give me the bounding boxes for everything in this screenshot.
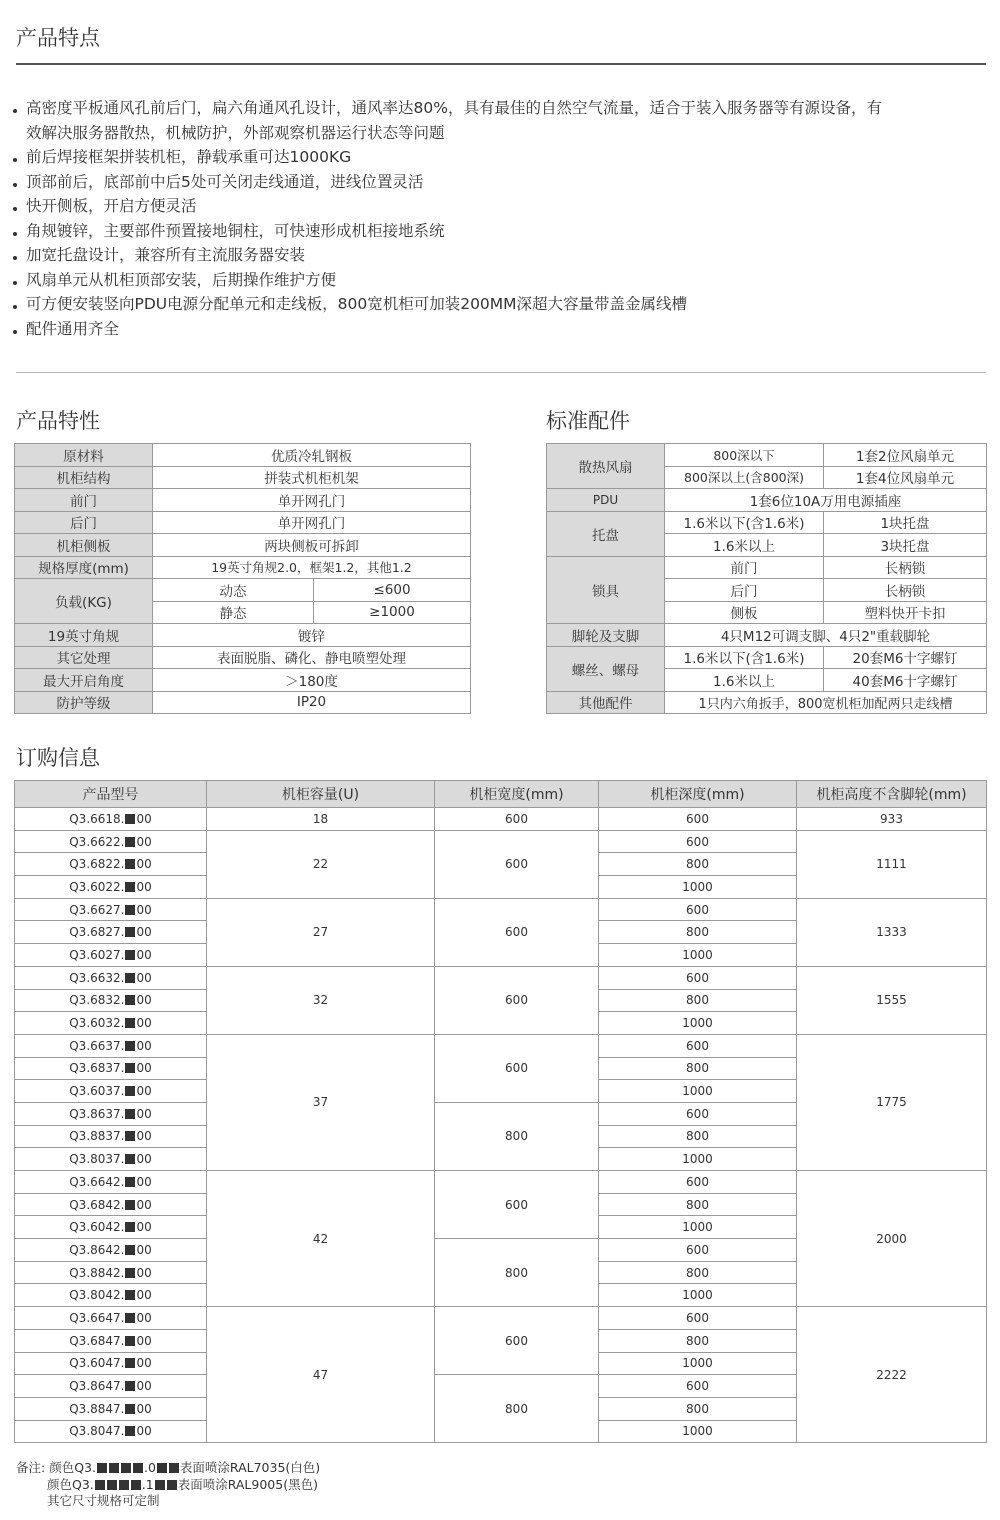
placeholder-square [125, 1404, 135, 1414]
acc-value: 1套4位风扇单元 [824, 466, 987, 489]
acc-value: 1块托盘 [824, 511, 987, 534]
spec-value: 单开网孔门 [153, 489, 471, 512]
acc-condition: 1.6米以上 [665, 669, 824, 692]
model-cell [15, 898, 207, 921]
feature-item: 角规镀锌，主要部件预置接地铜柱，可快速形成机柜接地系统 [12, 219, 987, 244]
model-suffix: 00 [136, 1061, 152, 1076]
model-cell [15, 1102, 207, 1125]
model-cell [15, 1239, 207, 1262]
acc-label: 锁具 [547, 556, 665, 624]
model-suffix: 00 [136, 1333, 152, 1348]
model-prefix: Q3.8642. [69, 1242, 125, 1257]
spec-label: 前门 [15, 489, 153, 512]
table-row [547, 646, 987, 669]
model-prefix: Q3.6847. [69, 1333, 125, 1348]
spec-value: 优质冷轧钢板 [153, 444, 471, 467]
capacity-cell: 32 [207, 966, 435, 1034]
table-row [15, 1034, 987, 1057]
width-cell: 800 [435, 1239, 599, 1307]
width-cell: 600 [435, 966, 599, 1034]
depth-cell: 1000 [599, 1216, 797, 1239]
model-prefix: Q3.8837. [69, 1129, 125, 1144]
model-prefix: Q3.6037. [69, 1084, 125, 1099]
feature-item: 顶部前后，底部前中后5处可关闭走线通道，进线位置灵活 [12, 170, 987, 195]
acc-condition: 侧板 [665, 601, 824, 624]
model-prefix: Q3.8847. [69, 1401, 125, 1416]
placeholder-square [95, 1480, 105, 1490]
model-suffix: 00 [136, 947, 152, 962]
model-suffix: 00 [136, 993, 152, 1008]
depth-cell: 600 [599, 830, 797, 853]
model-prefix: Q3.6032. [69, 1016, 125, 1031]
placeholder-square [157, 1463, 167, 1473]
model-prefix: Q3.6047. [69, 1356, 125, 1371]
accessories-title: 标准配件 [546, 409, 630, 433]
spec-value: IP20 [153, 691, 471, 714]
placeholder-square [125, 1086, 135, 1096]
model-prefix: Q3.8842. [69, 1265, 125, 1280]
model-suffix: 00 [136, 1401, 152, 1416]
model-cell [15, 1148, 207, 1171]
table-row [15, 669, 471, 692]
model-cell [15, 1397, 207, 1420]
capacity-cell: 27 [207, 898, 435, 966]
depth-cell: 800 [599, 989, 797, 1012]
features-title-rule [16, 63, 986, 65]
placeholder-square [125, 973, 135, 983]
feature-item: 风扇单元从机柜顶部安装，后期操作维护方便 [12, 268, 987, 293]
height-cell: 2222 [797, 1307, 987, 1443]
placeholder-square [133, 1463, 143, 1473]
depth-cell: 1000 [599, 1284, 797, 1307]
table-row [15, 444, 471, 467]
model-cell [15, 1261, 207, 1284]
model-cell [15, 1420, 207, 1443]
model-suffix: 00 [136, 902, 152, 917]
placeholder-square [125, 1290, 135, 1300]
table-row [15, 1307, 987, 1330]
feature-item: 前后焊接框架拼装机柜，静载承重可达1000KG [12, 145, 987, 170]
model-prefix: Q3.6627. [69, 902, 125, 917]
table-row [15, 534, 471, 557]
placeholder-square [125, 859, 135, 869]
order-title: 订购信息 [16, 746, 100, 770]
table-row [15, 579, 471, 602]
accessories-table [546, 443, 987, 714]
model-suffix: 00 [136, 1038, 152, 1053]
table-row [547, 624, 987, 647]
capacity-cell: 47 [207, 1307, 435, 1443]
model-cell [15, 1080, 207, 1103]
acc-condition: 1.6米以下(含1.6米) [665, 511, 824, 534]
placeholder-square [131, 1480, 141, 1490]
model-prefix: Q3.6827. [69, 925, 125, 940]
spec-value: 表面脱脂、磷化、静电喷塑处理 [153, 646, 471, 669]
acc-condition: 前门 [665, 556, 824, 579]
table-row [15, 646, 471, 669]
placeholder-square [125, 995, 135, 1005]
height-cell: 1111 [797, 830, 987, 898]
acc-label: 其他配件 [547, 691, 665, 714]
placeholder-square [125, 1018, 135, 1028]
placeholder-square [125, 837, 135, 847]
note-text: .1 [141, 1476, 154, 1492]
note-text: 颜色Q3. [49, 1460, 96, 1475]
model-suffix: 00 [136, 925, 152, 940]
model-prefix: Q3.6027. [69, 947, 125, 962]
table-row [547, 444, 987, 467]
note-line [16, 1460, 320, 1477]
depth-cell: 600 [599, 1034, 797, 1057]
col-header-height: 机柜高度不含脚轮(mm) [797, 781, 987, 808]
spec-label: 机柜结构 [15, 466, 153, 489]
acc-label: 托盘 [547, 511, 665, 556]
placeholder-square [125, 1313, 135, 1323]
depth-cell: 1000 [599, 1012, 797, 1035]
depth-cell: 1000 [599, 1352, 797, 1375]
order-table [14, 780, 987, 1443]
capacity-cell: 18 [207, 808, 435, 831]
depth-cell: 600 [599, 1239, 797, 1262]
feature-item: 配件通用齐全 [12, 317, 987, 342]
placeholder-square [125, 1154, 135, 1164]
col-header-model: 产品型号 [15, 781, 207, 808]
spec-value: 单开网孔门 [153, 511, 471, 534]
model-suffix: 00 [136, 1265, 152, 1280]
table-row [15, 489, 471, 512]
depth-cell: 1000 [599, 1080, 797, 1103]
model-cell [15, 1012, 207, 1035]
model-prefix: Q3.6042. [69, 1220, 125, 1235]
acc-condition: 1.6米以下(含1.6米) [665, 646, 824, 669]
spec-value: 两块侧板可拆卸 [153, 534, 471, 557]
model-cell [15, 1034, 207, 1057]
placeholder-square [125, 1268, 135, 1278]
spec-value: 19英寸角规2.0，框架1.2，其他1.2 [153, 556, 471, 579]
notes [16, 1460, 320, 1510]
acc-condition: 后门 [665, 579, 824, 602]
table-row [15, 808, 987, 831]
acc-value: 3块托盘 [824, 534, 987, 557]
acc-label: 脚轮及支脚 [547, 624, 665, 647]
model-prefix: Q3.6837. [69, 1061, 125, 1076]
depth-cell: 600 [599, 1171, 797, 1194]
table-row [547, 691, 987, 714]
table-row [15, 898, 987, 921]
spec-label: 其它处理 [15, 646, 153, 669]
model-suffix: 00 [136, 1424, 152, 1439]
acc-value: 20套M6十字螺钉 [824, 646, 987, 669]
model-cell [15, 1057, 207, 1080]
model-suffix: 00 [136, 1356, 152, 1371]
placeholder-square [167, 1480, 177, 1490]
model-prefix: Q3.6622. [69, 834, 125, 849]
specs-table [14, 443, 471, 714]
model-prefix: Q3.8037. [69, 1152, 125, 1167]
model-suffix: 00 [136, 834, 152, 849]
spec-value: 拼装式机柜机架 [153, 466, 471, 489]
table-row [15, 466, 471, 489]
col-header-width: 机柜宽度(mm) [435, 781, 599, 808]
model-cell [15, 1216, 207, 1239]
depth-cell: 600 [599, 1375, 797, 1398]
note-line [16, 1477, 320, 1494]
note-line: 其它尺寸规格可定制 [47, 1493, 160, 1508]
feature-item: 可方便安装竖向PDU电源分配单元和走线板，800宽机柜可加装200MM深超大容量带盖金属线槽 [12, 292, 987, 317]
acc-value: 40套M6十字螺钉 [824, 669, 987, 692]
width-cell: 800 [435, 1102, 599, 1170]
placeholder-square [119, 1480, 129, 1490]
model-prefix: Q3.6647. [69, 1310, 125, 1325]
spec-label: 防护等级 [15, 691, 153, 714]
model-cell [15, 1375, 207, 1398]
spec-value: 镀锌 [153, 624, 471, 647]
placeholder-square [125, 927, 135, 937]
model-suffix: 00 [136, 1106, 152, 1121]
feature-item: 加宽托盘设计，兼容所有主流服务器安装 [12, 243, 987, 268]
table-row [15, 691, 471, 714]
depth-cell: 1000 [599, 1420, 797, 1443]
order-table-body [15, 808, 987, 1443]
acc-value: 长柄锁 [824, 556, 987, 579]
placeholder-square [125, 882, 135, 892]
note-text: 表面喷涂RAL9005(黑色) [177, 1476, 318, 1492]
model-prefix: Q3.6022. [69, 879, 125, 894]
depth-cell: 800 [599, 1397, 797, 1420]
table-row [15, 830, 987, 853]
width-cell: 600 [435, 898, 599, 966]
table-row [15, 556, 471, 579]
model-suffix: 00 [136, 1288, 152, 1303]
model-cell [15, 1307, 207, 1330]
section-divider [16, 372, 986, 373]
width-cell: 600 [435, 1171, 599, 1239]
col-header-capacity: 机柜容量(U) [207, 781, 435, 808]
table-row [547, 556, 987, 579]
height-cell: 1775 [797, 1034, 987, 1170]
spec-label: 负载(KG) [15, 579, 153, 624]
capacity-cell: 22 [207, 830, 435, 898]
model-prefix: Q3.6637. [69, 1038, 125, 1053]
model-cell [15, 944, 207, 967]
depth-cell: 800 [599, 1193, 797, 1216]
depth-cell: 1000 [599, 944, 797, 967]
model-cell [15, 966, 207, 989]
model-prefix: Q3.6618. [69, 811, 125, 826]
specs-title: 产品特性 [16, 409, 100, 433]
model-cell [15, 1352, 207, 1375]
model-suffix: 00 [136, 1174, 152, 1189]
model-prefix: Q3.8047. [69, 1424, 125, 1439]
model-prefix: Q3.8647. [69, 1379, 125, 1394]
spec-label: 原材料 [15, 444, 153, 467]
acc-condition: 800深以下 [665, 444, 824, 467]
placeholder-square [125, 1063, 135, 1073]
depth-cell: 800 [599, 921, 797, 944]
col-header-depth: 机柜深度(mm) [599, 781, 797, 808]
model-suffix: 00 [136, 1220, 152, 1235]
model-suffix: 00 [136, 1197, 152, 1212]
depth-cell: 1000 [599, 876, 797, 899]
model-suffix: 00 [136, 1152, 152, 1167]
depth-cell: 600 [599, 966, 797, 989]
spec-label: 机柜侧板 [15, 534, 153, 557]
spec-label: 后门 [15, 511, 153, 534]
model-prefix: Q3.6822. [69, 857, 125, 872]
spec-label: 规格厚度(mm) [15, 556, 153, 579]
table-row [15, 511, 471, 534]
placeholder-square [121, 1463, 131, 1473]
acc-condition: 1.6米以上 [665, 534, 824, 557]
acc-value: 1套2位风扇单元 [824, 444, 987, 467]
table-row [547, 489, 987, 512]
model-cell [15, 876, 207, 899]
table-row [15, 1171, 987, 1194]
placeholder-square [125, 950, 135, 960]
model-cell [15, 1125, 207, 1148]
height-cell: 1333 [797, 898, 987, 966]
acc-value: 长柄锁 [824, 579, 987, 602]
feature-item: 高密度平板通风孔前后门，扁六角通风孔设计，通风率达80%，具有最佳的自然空气流量，适合于装入服务器等有源设备，有 [12, 96, 987, 121]
note-label: 备注: [16, 1460, 46, 1475]
model-cell [15, 989, 207, 1012]
height-cell: 933 [797, 808, 987, 831]
model-cell [15, 1329, 207, 1352]
acc-label: 螺丝、螺母 [547, 646, 665, 691]
table-row [547, 511, 987, 534]
placeholder-square [125, 1426, 135, 1436]
note-text: 表面喷涂RAL7035(白色) [179, 1460, 321, 1475]
depth-cell: 1000 [599, 1148, 797, 1171]
placeholder-square [125, 1200, 135, 1210]
load-static-value: ≥1000 [314, 601, 471, 624]
acc-value: 4只M12可调支脚、4只2"重载脚轮 [665, 624, 987, 647]
acc-value: 1只内六角扳手，800宽机柜加配两只走线槽 [665, 691, 987, 714]
placeholder-square [125, 1131, 135, 1141]
feature-item-continuation: 效解决服务器散热，机械防护，外部观察机器运行状态等问题 [26, 123, 445, 142]
model-prefix: Q3.6642. [69, 1174, 125, 1189]
model-prefix: Q3.8637. [69, 1106, 125, 1121]
width-cell: 600 [435, 1307, 599, 1375]
feature-item: 快开侧板，开启方便灵活 [12, 194, 987, 219]
placeholder-square [125, 1177, 135, 1187]
width-cell: 600 [435, 830, 599, 898]
height-cell: 2000 [797, 1171, 987, 1307]
model-cell [15, 853, 207, 876]
table-row [15, 624, 471, 647]
model-cell [15, 1171, 207, 1194]
spec-label: 最大开启角度 [15, 669, 153, 692]
placeholder-square [125, 1041, 135, 1051]
spec-label: 19英寸角规 [15, 624, 153, 647]
placeholder-square [97, 1463, 107, 1473]
width-cell: 600 [435, 1034, 599, 1102]
depth-cell: 800 [599, 1125, 797, 1148]
width-cell: 800 [435, 1375, 599, 1443]
model-prefix: Q3.8042. [69, 1288, 125, 1303]
model-suffix: 00 [136, 811, 152, 826]
width-cell: 600 [435, 808, 599, 831]
placeholder-square [125, 814, 135, 824]
depth-cell: 800 [599, 1261, 797, 1284]
placeholder-square [125, 1358, 135, 1368]
acc-value: 1套6位10A万用电源插座 [665, 489, 987, 512]
features-title: 产品特点 [16, 26, 100, 50]
table-row [15, 966, 987, 989]
depth-cell: 800 [599, 853, 797, 876]
model-cell [15, 1284, 207, 1307]
model-suffix: 00 [136, 1310, 152, 1325]
placeholder-square [125, 1336, 135, 1346]
load-dynamic-label: 动态 [153, 579, 314, 602]
model-cell [15, 830, 207, 853]
model-prefix: Q3.6842. [69, 1197, 125, 1212]
capacity-cell: 42 [207, 1171, 435, 1307]
placeholder-square [109, 1463, 119, 1473]
placeholder-square [125, 905, 135, 915]
acc-condition: 800深以上(含800深) [665, 466, 824, 489]
depth-cell: 600 [599, 898, 797, 921]
model-cell [15, 1193, 207, 1216]
model-prefix: Q3.6632. [69, 970, 125, 985]
placeholder-square [125, 1222, 135, 1232]
height-cell: 1555 [797, 966, 987, 1034]
model-suffix: 00 [136, 1016, 152, 1031]
model-cell [15, 808, 207, 831]
model-suffix: 00 [136, 857, 152, 872]
placeholder-square [125, 1245, 135, 1255]
placeholder-square [125, 1381, 135, 1391]
features-list [12, 96, 987, 341]
model-prefix: Q3.6832. [69, 993, 125, 1008]
capacity-cell: 37 [207, 1034, 435, 1170]
load-dynamic-value: ≤600 [314, 579, 471, 602]
order-header-row [15, 781, 987, 808]
depth-cell: 600 [599, 1102, 797, 1125]
model-suffix: 00 [136, 1084, 152, 1099]
placeholder-square [155, 1480, 165, 1490]
model-suffix: 00 [136, 879, 152, 894]
acc-label: PDU [547, 489, 665, 512]
acc-label: 散热风扇 [547, 444, 665, 489]
placeholder-square [107, 1480, 117, 1490]
note-text: 颜色Q3. [47, 1476, 94, 1492]
depth-cell: 800 [599, 1057, 797, 1080]
placeholder-square [169, 1463, 179, 1473]
depth-cell: 600 [599, 808, 797, 831]
model-suffix: 00 [136, 1242, 152, 1257]
spec-value: ＞180度 [153, 669, 471, 692]
model-suffix: 00 [136, 970, 152, 985]
model-suffix: 00 [136, 1379, 152, 1394]
depth-cell: 800 [599, 1329, 797, 1352]
model-suffix: 00 [136, 1129, 152, 1144]
note-text: .0 [143, 1460, 156, 1475]
placeholder-square [125, 1109, 135, 1119]
depth-cell: 600 [599, 1307, 797, 1330]
model-cell [15, 921, 207, 944]
load-static-label: 静态 [153, 601, 314, 624]
acc-value: 塑料快开卡扣 [824, 601, 987, 624]
